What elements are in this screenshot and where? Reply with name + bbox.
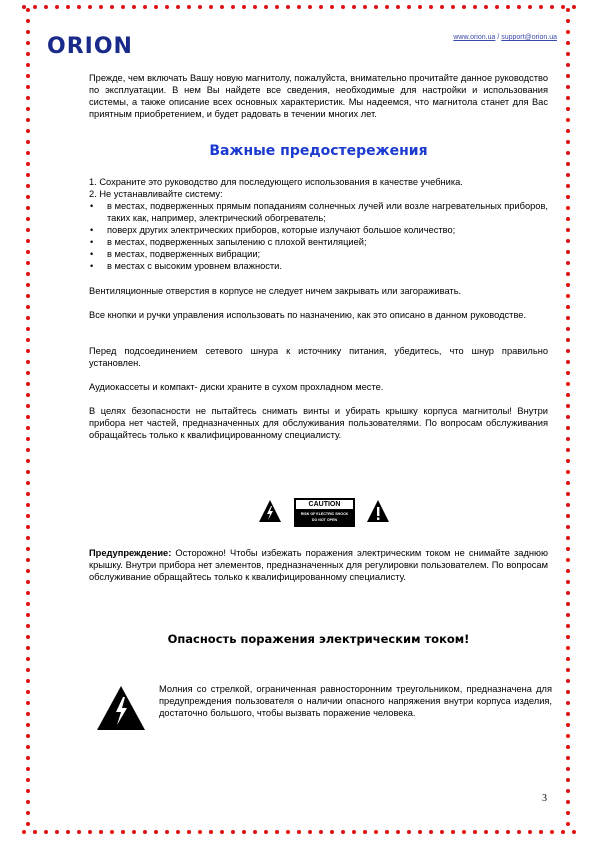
border-dot <box>26 723 30 727</box>
border-dot <box>26 360 30 364</box>
border-dot <box>566 96 570 100</box>
border-dot <box>26 701 30 705</box>
border-dot <box>374 830 378 834</box>
border-dot <box>176 5 180 9</box>
border-dot <box>385 830 389 834</box>
border-dot <box>26 74 30 78</box>
border-dot <box>566 30 570 34</box>
border-dot <box>26 195 30 199</box>
border-dot <box>143 830 147 834</box>
border-dot <box>26 327 30 331</box>
email-link[interactable]: support@orion.ua <box>501 34 557 41</box>
border-dot <box>517 830 521 834</box>
border-dot <box>566 811 570 815</box>
border-dot <box>121 5 125 9</box>
border-dot <box>566 767 570 771</box>
border-dot <box>26 756 30 760</box>
border-dot <box>440 830 444 834</box>
border-dot <box>528 5 532 9</box>
border-dot <box>26 558 30 562</box>
border-dot <box>566 404 570 408</box>
border-dot <box>566 580 570 584</box>
border-dot <box>341 830 345 834</box>
border-dot <box>473 830 477 834</box>
border-dot <box>110 5 114 9</box>
border-dot <box>26 118 30 122</box>
border-dot <box>231 830 235 834</box>
border-dot <box>26 657 30 661</box>
border-dot <box>566 52 570 56</box>
border-dot <box>566 701 570 705</box>
border-dot <box>286 830 290 834</box>
border-dot <box>566 646 570 650</box>
contacts-separator: / <box>495 34 502 41</box>
border-dot <box>66 830 70 834</box>
border-dot <box>99 830 103 834</box>
border-dot <box>566 437 570 441</box>
border-dot <box>566 316 570 320</box>
border-dot <box>26 305 30 309</box>
rule-bullet: • в местах, подверженных прямым попаданиям солнечных лучей или возле нагревательных приборов, таких как, например, электрический обогреватель; <box>89 200 548 224</box>
border-dot <box>26 503 30 507</box>
border-dot <box>550 5 554 9</box>
border-dot <box>66 5 70 9</box>
danger-description: Молния со стрелкой, ограниченная равносторонним треугольником, предназначена для предупреждения пользователя о наличии опасного напряжения внутри корпуса изделия, достаточно большого, чтобы вызвать поражение человека. <box>159 684 552 718</box>
border-dot <box>566 547 570 551</box>
border-dot <box>566 591 570 595</box>
border-dot <box>308 5 312 9</box>
border-dot <box>26 52 30 56</box>
border-dot <box>451 830 455 834</box>
border-dot <box>297 5 301 9</box>
border-dot <box>572 830 576 834</box>
border-dot <box>26 250 30 254</box>
border-dot <box>566 250 570 254</box>
border-dot <box>566 712 570 716</box>
border-dot <box>26 514 30 518</box>
border-dot <box>566 41 570 45</box>
border-dot <box>462 830 466 834</box>
border-dot <box>297 830 301 834</box>
border-dot <box>99 5 103 9</box>
border-dot <box>566 118 570 122</box>
border-dot <box>429 5 433 9</box>
border-dot <box>396 5 400 9</box>
border-dot <box>26 481 30 485</box>
border-dot <box>26 679 30 683</box>
border-dot <box>528 830 532 834</box>
border-dot <box>517 5 521 9</box>
rule-bullet: • в местах, подверженных запылению с плохой вентиляцией; <box>89 236 548 248</box>
rule-item-2: 2. Не устанавливайте систему: <box>89 189 223 199</box>
border-dot <box>26 19 30 23</box>
border-dot <box>121 830 125 834</box>
border-dot <box>275 830 279 834</box>
controls-paragraph: Все кнопки и ручки управления использовать по назначению, как это описано в данном руководстве. <box>89 310 527 320</box>
danger-title: Опасность поражения электрическим током! <box>167 632 470 646</box>
border-dot <box>566 184 570 188</box>
border-dot <box>26 591 30 595</box>
border-dot <box>26 569 30 573</box>
border-dot <box>26 635 30 639</box>
border-dot <box>566 261 570 265</box>
border-dot <box>566 228 570 232</box>
orion-logo: ORION <box>47 34 133 59</box>
border-dot <box>566 239 570 243</box>
border-dot <box>374 5 378 9</box>
border-dot <box>341 5 345 9</box>
border-dot <box>462 5 466 9</box>
safety-paragraph: В целях безопасности не пытайтесь снимать винты и убирать крышку корпуса магнитолы! Внутри прибора нет частей, предназначенных для обслуживания пользователями. По вопросам обслуживания обращайтесь только к квалифицированному специалисту. <box>89 406 548 440</box>
border-dot <box>220 830 224 834</box>
border-dot <box>566 8 570 12</box>
border-dot <box>26 283 30 287</box>
caution-symbols <box>256 496 396 528</box>
border-dot <box>495 5 499 9</box>
header-contacts <box>453 34 557 41</box>
border-dot <box>418 5 422 9</box>
border-dot <box>26 162 30 166</box>
border-dot <box>231 5 235 9</box>
border-dot <box>26 96 30 100</box>
border-dot <box>198 830 202 834</box>
border-dot <box>187 830 191 834</box>
border-dot <box>566 195 570 199</box>
border-dot <box>132 5 136 9</box>
border-dot <box>566 129 570 133</box>
border-dot <box>26 822 30 826</box>
border-dot <box>566 173 570 177</box>
border-dot <box>352 830 356 834</box>
border-dot <box>566 624 570 628</box>
border-dot <box>26 646 30 650</box>
border-dot <box>253 5 257 9</box>
border-dot <box>209 830 213 834</box>
border-dot <box>26 239 30 243</box>
border-dot <box>264 5 268 9</box>
border-dot <box>566 162 570 166</box>
border-dot <box>26 371 30 375</box>
border-dot <box>566 723 570 727</box>
border-dot <box>566 778 570 782</box>
border-dot <box>26 8 30 12</box>
border-dot <box>566 514 570 518</box>
caution-line-1: RISK OF ELECTRIC SHOCK <box>300 512 349 516</box>
border-dot <box>363 5 367 9</box>
border-dot <box>26 613 30 617</box>
border-dot <box>308 830 312 834</box>
border-dot <box>566 558 570 562</box>
border-dot <box>566 74 570 78</box>
border-dot <box>26 778 30 782</box>
border-dot <box>26 426 30 430</box>
warning-label: Предупреждение: <box>89 548 172 558</box>
border-dot <box>55 5 59 9</box>
border-dot <box>566 745 570 749</box>
border-dot <box>440 5 444 9</box>
border-dot <box>55 830 59 834</box>
border-dot <box>473 5 477 9</box>
border-dot <box>26 404 30 408</box>
intro-paragraph: Прежде, чем включать Вашу новую магнитолу, пожалуйста, внимательно прочитайте данное руководство по эксплуатации. В нем Вы найдете все сведения, необходимые для настройки и использования системы, а также описание всех основных характеристик. Мы надеемся, что магнитола станет для Вас приятным приобретением, и будет радовать в течении многих лет. <box>89 73 548 119</box>
border-dot <box>566 217 570 221</box>
border-dot <box>110 830 114 834</box>
border-dot <box>566 690 570 694</box>
border-dot <box>495 830 499 834</box>
caution-line-2: DO NOT OPEN <box>311 518 338 522</box>
border-dot <box>566 635 570 639</box>
border-dot <box>26 261 30 265</box>
border-dot <box>165 830 169 834</box>
border-dot <box>566 349 570 353</box>
border-dot <box>187 5 191 9</box>
border-dot <box>550 830 554 834</box>
border-dot <box>26 745 30 749</box>
border-dot <box>26 525 30 529</box>
border-dot <box>26 316 30 320</box>
border-dot <box>506 5 510 9</box>
caution-label <box>294 498 355 527</box>
border-bottom <box>22 829 574 835</box>
border-dot <box>26 206 30 210</box>
border-dot <box>77 5 81 9</box>
border-dot <box>275 5 279 9</box>
rule-bullet: • в местах с высоким уровнем влажности. <box>89 260 548 272</box>
border-dot <box>566 371 570 375</box>
border-dot <box>566 338 570 342</box>
rule-bullet: • поверх других электрических приборов, которые излучают большое количество; <box>89 224 548 236</box>
border-dot <box>566 613 570 617</box>
storage-paragraph: Аудиокассеты и компакт- диски храните в сухом прохладном месте. <box>89 382 384 392</box>
border-dot <box>26 107 30 111</box>
site-link[interactable]: www.orion.ua <box>453 34 496 41</box>
warning-text: Осторожно! Чтобы избежать поражения электрическим током не снимайте заднюю крышку. Внутри прибора нет элементов, предназначенных для регулировки пользователем. По вопросам обслуживание обращайтесь только к квалифицированному специалисту. <box>89 548 548 582</box>
border-dot <box>132 830 136 834</box>
border-dot <box>566 327 570 331</box>
border-dot <box>26 602 30 606</box>
border-dot <box>286 5 290 9</box>
border-dot <box>26 580 30 584</box>
border-dot <box>566 481 570 485</box>
border-dot <box>26 448 30 452</box>
border-dot <box>407 5 411 9</box>
border-dot <box>566 283 570 287</box>
border-dot <box>566 602 570 606</box>
border-dot <box>143 5 147 9</box>
border-dot <box>26 690 30 694</box>
border-dot <box>209 5 213 9</box>
border-dot <box>33 5 37 9</box>
border-dot <box>506 830 510 834</box>
border-dot <box>319 5 323 9</box>
border-dot <box>26 668 30 672</box>
border-dot <box>33 830 37 834</box>
border-dot <box>26 492 30 496</box>
border-dot <box>572 5 576 9</box>
border-dot <box>566 756 570 760</box>
border-top <box>22 4 574 10</box>
border-dot <box>154 5 158 9</box>
border-dot <box>26 415 30 419</box>
lightning-triangle-icon <box>96 685 146 731</box>
border-dot <box>484 830 488 834</box>
border-dot <box>165 5 169 9</box>
border-dot <box>26 470 30 474</box>
border-dot <box>26 140 30 144</box>
border-dot <box>26 393 30 397</box>
border-dot <box>26 734 30 738</box>
border-right <box>565 8 571 833</box>
border-dot <box>26 63 30 67</box>
border-dot <box>566 206 570 210</box>
border-dot <box>26 800 30 804</box>
border-dot <box>566 492 570 496</box>
border-dot <box>566 657 570 661</box>
border-dot <box>26 811 30 815</box>
border-dot <box>566 393 570 397</box>
border-dot <box>26 173 30 177</box>
border-dot <box>385 5 389 9</box>
border-dot <box>566 151 570 155</box>
border-dot <box>566 503 570 507</box>
border-dot <box>418 830 422 834</box>
border-dot <box>566 536 570 540</box>
border-dot <box>26 129 30 133</box>
border-dot <box>44 5 48 9</box>
border-dot <box>566 415 570 419</box>
border-dot <box>566 426 570 430</box>
border-dot <box>566 679 570 683</box>
border-dot <box>566 800 570 804</box>
border-dot <box>242 830 246 834</box>
border-dot <box>88 5 92 9</box>
border-dot <box>566 569 570 573</box>
border-dot <box>26 349 30 353</box>
border-dot <box>26 382 30 386</box>
border-dot <box>26 41 30 45</box>
ventilation-paragraph: Вентиляционные отверстия в корпусе не следует ничем закрывать или загораживать. <box>89 286 462 296</box>
border-dot <box>88 830 92 834</box>
border-dot <box>484 5 488 9</box>
border-dot <box>319 830 323 834</box>
border-dot <box>242 5 246 9</box>
border-dot <box>330 830 334 834</box>
border-dot <box>566 734 570 738</box>
border-left <box>25 8 31 833</box>
border-dot <box>26 272 30 276</box>
border-dot <box>539 5 543 9</box>
border-dot <box>264 830 268 834</box>
border-dot <box>26 338 30 342</box>
border-dot <box>253 830 257 834</box>
border-dot <box>566 63 570 67</box>
rule-bullet: • в местах, подверженных вибрации; <box>89 248 548 260</box>
border-dot <box>154 830 158 834</box>
border-dot <box>566 822 570 826</box>
lightning-triangle-icon <box>258 499 282 523</box>
border-dot <box>566 140 570 144</box>
border-dot <box>566 85 570 89</box>
border-dot <box>566 668 570 672</box>
border-dot <box>26 85 30 89</box>
border-dot <box>539 830 543 834</box>
border-dot <box>407 830 411 834</box>
installation-rules <box>89 176 548 272</box>
border-dot <box>26 184 30 188</box>
section-title: Важные предостережения <box>209 143 428 159</box>
border-dot <box>77 830 81 834</box>
border-dot <box>26 217 30 221</box>
power-paragraph: Перед подсоединением сетевого шнура к источнику питания, убедитесь, что шнур правильно установлен. <box>89 346 548 368</box>
border-dot <box>566 448 570 452</box>
border-dot <box>566 789 570 793</box>
border-dot <box>26 624 30 628</box>
exclamation-triangle-icon <box>366 499 390 523</box>
border-dot <box>566 360 570 364</box>
page-number: 3 <box>542 793 547 804</box>
border-dot <box>566 272 570 276</box>
border-dot <box>26 30 30 34</box>
border-dot <box>330 5 334 9</box>
border-dot <box>352 5 356 9</box>
border-dot <box>396 830 400 834</box>
border-dot <box>26 712 30 716</box>
border-dot <box>566 459 570 463</box>
border-dot <box>566 107 570 111</box>
rule-item-1: 1. Сохраните это руководство для последующего использования в качестве учебника. <box>89 177 463 187</box>
border-dot <box>26 536 30 540</box>
border-dot <box>220 5 224 9</box>
border-dot <box>451 5 455 9</box>
border-dot <box>26 151 30 155</box>
border-dot <box>363 830 367 834</box>
border-dot <box>44 830 48 834</box>
border-dot <box>566 19 570 23</box>
border-dot <box>26 789 30 793</box>
border-dot <box>26 767 30 771</box>
border-dot <box>566 382 570 386</box>
border-dot <box>566 525 570 529</box>
border-dot <box>429 830 433 834</box>
border-dot <box>566 470 570 474</box>
border-dot <box>566 294 570 298</box>
border-dot <box>566 305 570 309</box>
warning-paragraph <box>89 547 548 583</box>
border-dot <box>26 228 30 232</box>
border-dot <box>26 437 30 441</box>
border-dot <box>176 830 180 834</box>
border-dot <box>198 5 202 9</box>
border-dot <box>26 294 30 298</box>
border-dot <box>26 547 30 551</box>
caution-title: CAUTION <box>296 500 353 509</box>
border-dot <box>26 459 30 463</box>
